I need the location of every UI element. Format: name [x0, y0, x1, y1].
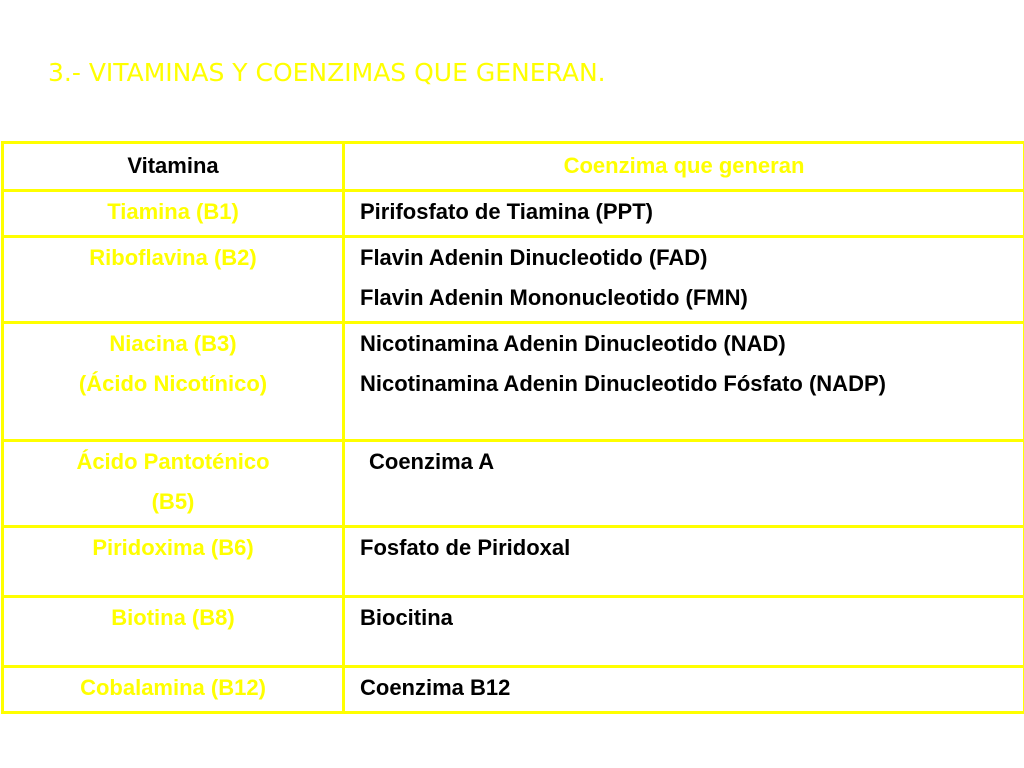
table-header-row	[3, 143, 1024, 191]
table-row	[3, 527, 1024, 597]
coenzyme-name: Biocitina	[360, 605, 453, 630]
vitamin-cell	[3, 527, 344, 597]
vitamin-coenzyme-table	[1, 141, 1024, 714]
vitamin-name: Tiamina (B1)	[107, 199, 239, 224]
header-coenzyme-cell	[344, 143, 1024, 191]
slide-title: 3.- VITAMINAS Y COENZIMAS QUE GENERAN.	[48, 58, 606, 87]
table-row	[3, 237, 1024, 323]
vitamin-name: Riboflavina (B2)	[89, 245, 257, 270]
coenzyme-cell	[344, 667, 1024, 713]
coenzyme-name: Nicotinamina Adenin Dinucleotido Fósfato (NADP)	[360, 371, 886, 396]
vitamin-name: Biotina (B8)	[111, 605, 235, 630]
vitamin-cell	[3, 597, 344, 667]
table-row	[3, 191, 1024, 237]
vitamin-name: Piridoxima (B6)	[92, 535, 254, 560]
coenzyme-name: Coenzima A	[369, 449, 495, 474]
table-row	[3, 323, 1024, 441]
coenzyme-name: Fosfato de Piridoxal	[360, 535, 571, 560]
header-vitamin: Vitamina	[127, 153, 219, 178]
vitamin-name: Cobalamina (B12)	[80, 675, 266, 700]
coenzyme-cell	[344, 527, 1024, 597]
coenzyme-cell	[344, 191, 1024, 237]
coenzyme-cell	[344, 237, 1024, 323]
vitamin-cell	[3, 237, 344, 323]
table-row	[3, 667, 1024, 713]
vitamin-alias: (B5)	[151, 489, 195, 514]
coenzyme-cell	[344, 441, 1024, 527]
coenzyme-cell	[344, 597, 1024, 667]
vitamin-name: Niacina (B3)	[109, 331, 237, 356]
header-vitamin-cell	[3, 143, 344, 191]
table-row	[3, 597, 1024, 667]
coenzyme-name: Nicotinamina Adenin Dinucleotido (NAD)	[360, 331, 786, 356]
coenzyme-name: Flavin Adenin Dinucleotido (FAD)	[360, 245, 708, 270]
coenzyme-name: Flavin Adenin Mononucleotido (FMN)	[360, 285, 748, 310]
vitamin-cell	[3, 323, 344, 441]
vitamin-name: Ácido Pantoténico	[76, 449, 270, 474]
coenzyme-name: Coenzima B12	[360, 675, 511, 700]
header-coenzyme: Coenzima que generan	[563, 153, 805, 178]
vitamin-cell	[3, 667, 344, 713]
coenzyme-cell	[344, 323, 1024, 441]
vitamin-cell	[3, 441, 344, 527]
coenzyme-name: Pirifosfato de Tiamina (PPT)	[360, 199, 653, 224]
table-row	[3, 441, 1024, 527]
vitamin-cell	[3, 191, 344, 237]
vitamin-alias: (Ácido Nicotínico)	[78, 371, 268, 396]
